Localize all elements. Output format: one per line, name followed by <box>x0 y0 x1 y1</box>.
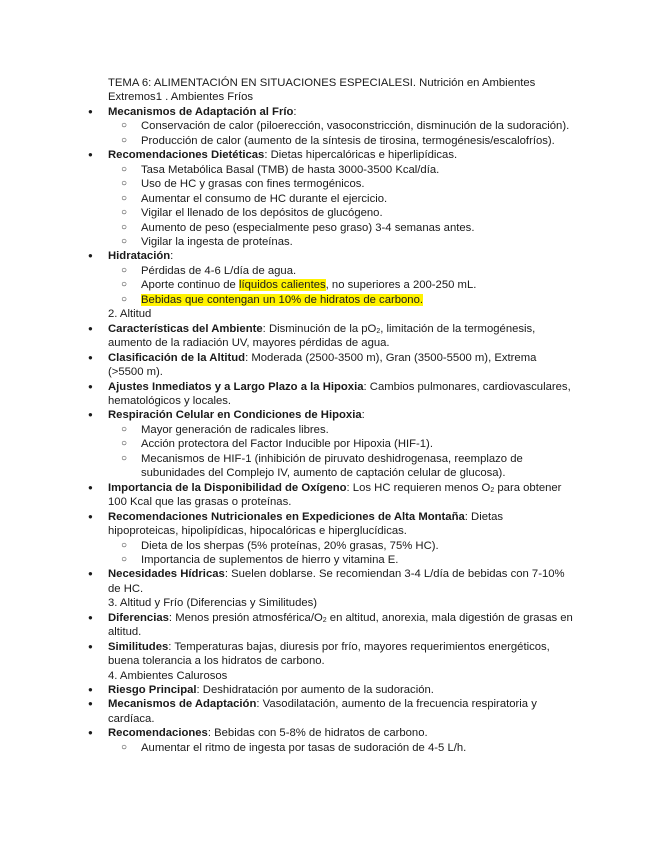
list-item-heat-adaptation: ● Mecanismos de Adaptación: Vasodilatación, aumento de la frecuencia respiratoria y cardíaca. <box>108 697 575 726</box>
sub-item: ○ Conservación de calor (piloerección, vasoconstricción, disminución de la sudoración). <box>141 119 575 133</box>
sub-item <box>141 293 575 307</box>
list-item-oxygen: ● Importancia de la Disponibilidad de Oxígeno: Los HC requieren menos $O_2$ para obtener 100 Kcal que las grasas o proteínas. <box>108 481 575 510</box>
list-item-differences: ● Diferencias: Menos presión atmosférica/$O_2$ en altitud, anorexia, mala digestión de grasas en altitud. <box>108 611 575 640</box>
section-heat-list <box>108 683 575 755</box>
highlighted-text: líquidos calientes <box>238 279 326 292</box>
section-altitude-list <box>108 322 575 597</box>
section-heading-heat: 4. Ambientes Calurosos <box>108 669 228 682</box>
list-item-risk: ● Riesgo Principal: Deshidratación por aumento de la sudoración. <box>108 683 575 697</box>
list-item-heat-recommendations: ● Recomendaciones: Bebidas con 5-8% de hidratos de carbono. ○ Aumentar el ritmo de ingesta por tasas de sudoración de 4-5 L/h. <box>108 726 575 755</box>
list-item-water-needs: ● Necesidades Hídricas: Suelen doblarse. Se recomiendan 3-4 L/día de bebidas con 7-10% de HC. <box>108 567 575 596</box>
section-cold-list <box>108 105 575 307</box>
sub-item: ○ Producción de calor (aumento de la síntesis de tirosina, termogénesis/escalofríos). <box>141 134 575 148</box>
sub-item: ○ Tasa Metabólica Basal (TMB) de hasta 3000-3500 Kcal/día. <box>141 163 575 177</box>
list-item-similarities: ● Similitudes: Temperaturas bajas, diuresis por frío, mayores requerimientos energéticos, buena tolerancia a los hidratos de carbono. <box>108 640 575 669</box>
document-title: TEMA 6: ALIMENTACIÓN EN SITUACIONES ESPECIALESI. Nutrición en Ambientes Extremos1 . Ambientes Fríos <box>108 77 536 104</box>
sub-item: ○ Aumentar el consumo de HC durante el ejercicio. <box>141 192 575 206</box>
list-item-diet: ● Recomendaciones Dietéticas: Dietas hipercalóricas e hiperlipídicas. ○ Tasa Metabólica Basal (TMB) de hasta 3000-3500 Kcal/día. ○ Uso de HC y grasas con fines termogénicos. ○ Aumentar el consumo de HC durante el ejercicio. ○ Vigilar el llenado de los depósitos de glucógeno. ○ Aumento de peso (especialmente peso graso) 3-4 semanas antes. ○ Vigilar la ingesta de proteínas. <box>108 148 575 249</box>
list-item-hydration: ● Hidratación: ○ Pérdidas de 4-6 L/día de agua. ○ Aporte continuo de líquidos calientes, no superiores a 200-250 mL. ○ Bebidas que contengan un 10% de hidratos de carbono. <box>108 249 575 307</box>
list-item-respiration: ● Respiración Celular en Condiciones de Hipoxia: ○ Mayor generación de radicales libres. ○ Acción protectora del Factor Inducible por Hipoxia (HIF-1). ○ Mecanismos de HIF-1 (inhibición de piruvato deshidrogenasa, reemplazo de subunidades del Complejo IV, aumento de captación celular de glucosa). <box>108 408 575 480</box>
sub-item: ○ Mecanismos de HIF-1 (inhibición de piruvato deshidrogenasa, reemplazo de subunidades del Complejo IV, aumento de captación celular de glucosa). <box>141 452 575 481</box>
sub-item: ○ Acción protectora del Factor Inducible por Hipoxia (HIF-1). <box>141 437 575 451</box>
list-item-adjustments: ● Ajustes Inmediatos y a Largo Plazo a la Hipoxia: Cambios pulmonares, cardiovasculares, hematológicos y locales. <box>108 380 575 409</box>
sub-item: ○ Dieta de los sherpas (5% proteínas, 20% grasas, 75% HC). <box>141 539 575 553</box>
highlighted-text: Bebidas que contengan un 10% de hidratos de carbono. <box>141 293 424 306</box>
section-comparison-list <box>108 611 575 669</box>
sub-item: ○ Importancia de suplementos de hierro y vitamina E. <box>141 553 575 567</box>
sub-item: ○ Aumento de peso (especialmente peso graso) 3-4 semanas antes. <box>141 221 575 235</box>
sub-item: ○ Mayor generación de radicales libres. <box>141 423 575 437</box>
list-item-environment: ● Características del Ambiente: Disminución de la $pO_2$, limitación de la termogénesis, aumento de la radiación UV, mayores pérdidas de agua. <box>108 322 575 351</box>
sub-item: ○ Aporte continuo de líquidos calientes, no superiores a 200-250 mL. <box>141 278 575 292</box>
sub-item: ○ Uso de HC y grasas con fines termogénicos. <box>141 177 575 191</box>
list-item-expeditions: ● Recomendaciones Nutricionales en Expediciones de Alta Montaña: Dietas hipoproteicas, hipolipídicas, hipocalóricas e hiperglucídicas. ○ Dieta de los sherpas (5% proteínas, 20% grasas, 75% HC). ○ Importancia de suplementos de hierro y vitamina E. <box>108 510 575 568</box>
section-heading-altitude: 2. Altitud <box>108 308 152 321</box>
sub-item: ○ Aumentar el ritmo de ingesta por tasas de sudoración de 4-5 L/h. <box>141 741 575 755</box>
list-item-adaptation: ● Mecanismos de Adaptación al Frío: ○ Conservación de calor (piloerección, vasoconstricción, disminución de la sudoración). ○ Producción de calor (aumento de la síntesis de tirosina, termogénesis/escalofríos). <box>108 105 575 148</box>
sub-item: ○ Pérdidas de 4-6 L/día de agua. <box>141 264 575 278</box>
section-heading-comparison: 3. Altitud y Frío (Diferencias y Similitudes) <box>108 597 318 610</box>
sub-item: ○ Vigilar el llenado de los depósitos de glucógeno. <box>141 206 575 220</box>
list-item-classification: ● Clasificación de la Altitud: Moderada (2500-3500 m), Gran (3500-5500 m), Extrema (>5500 m). <box>108 351 575 380</box>
sub-item: ○ Vigilar la ingesta de proteínas. <box>141 235 575 249</box>
